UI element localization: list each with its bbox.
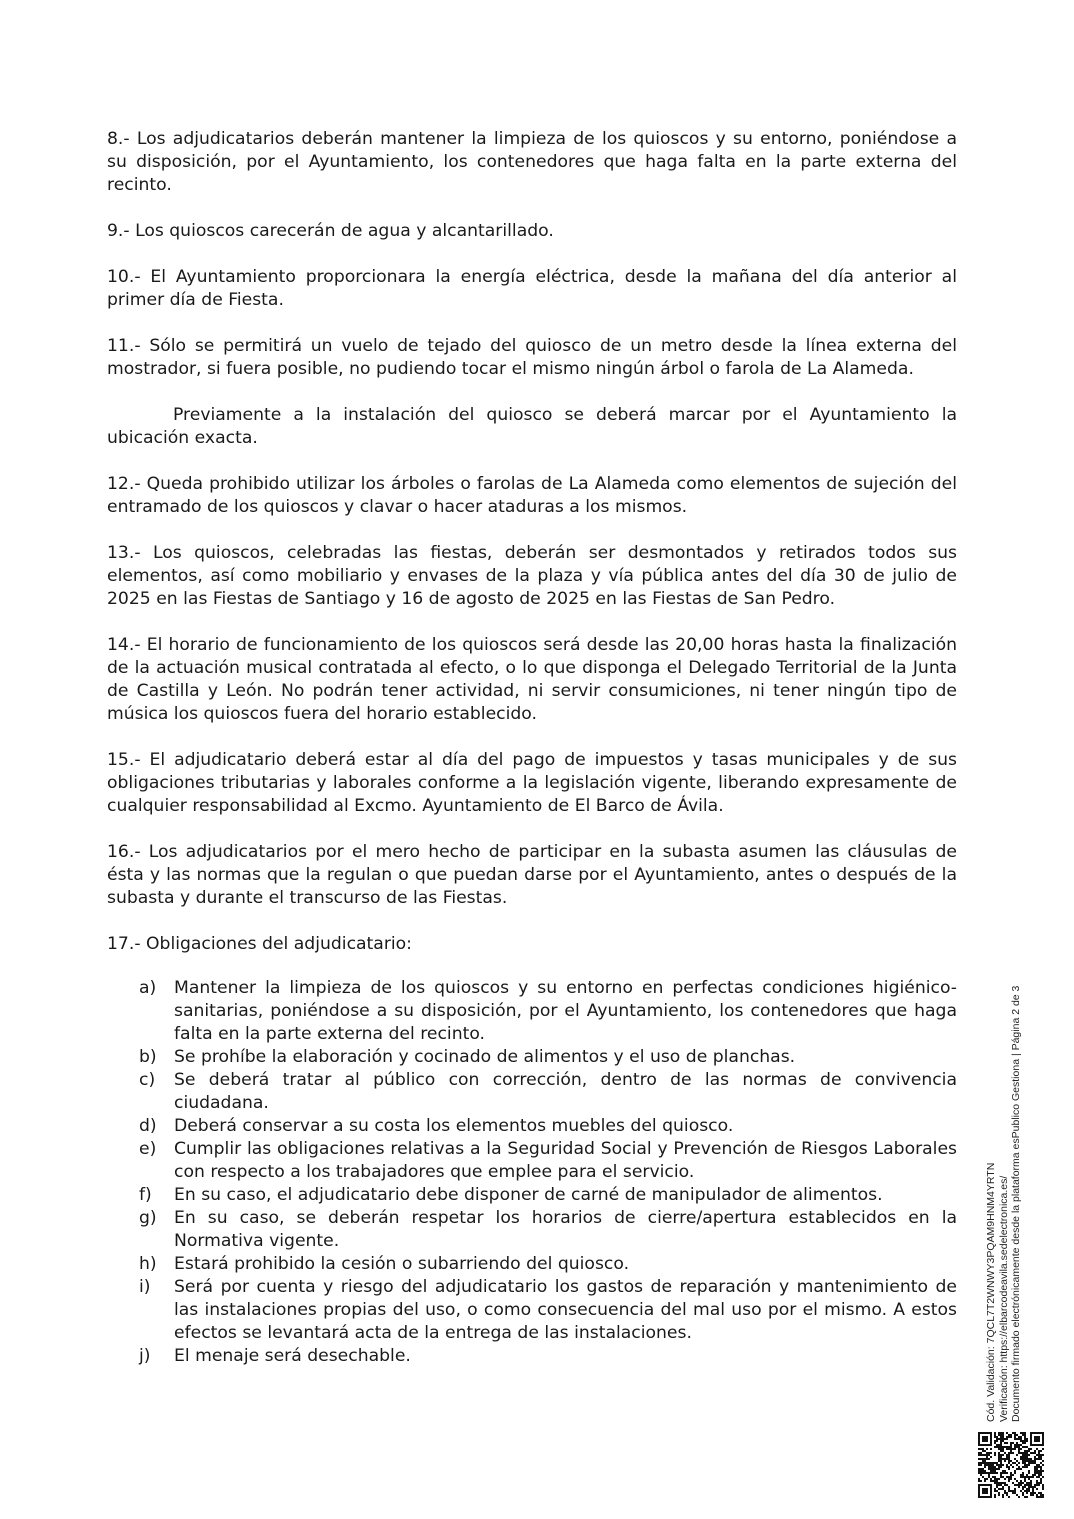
- list-item-letter: e): [139, 1139, 157, 1159]
- list-item: [139, 1345, 957, 1368]
- list-item-text: Mantener la limpieza de los quioscos y su entorno en perfectas condiciones higiénico-sanitarias, poniéndose a su disposición, por el Ayuntamiento, los contenedores que haga falta en la parte externa del recinto.: [174, 978, 957, 1044]
- clause-8: 8.- Los adjudicatarios deberán mantener la limpieza de los quioscos y su entorno, poniéndose a su disposición, por el Ayuntamiento, los contenedores que haga falta en la parte externa del recinto.: [107, 129, 957, 195]
- list-item: [139, 1069, 957, 1115]
- clause-11: 11.- Sólo se permitirá un vuelo de tejado del quiosco de un metro desde la línea externa del mostrador, si fuera posible, no pudiendo tocar el mismo ningún árbol o farola de La Alameda.: [107, 336, 957, 379]
- list-item-letter: b): [139, 1047, 157, 1067]
- list-item-letter: a): [139, 978, 157, 998]
- validation-code: Cód. Validación: 7QCL7T2WNWY3PQAM9HNM4YRTN: [985, 1162, 997, 1422]
- obligations-list: [107, 977, 957, 1368]
- verification-stamp: [985, 942, 1023, 1422]
- list-item: [139, 1276, 957, 1345]
- verification-link[interactable]: Verificación: https://elbarcodeavila.sedelectronica.es/: [997, 1175, 1010, 1422]
- list-item-text: En su caso, se deberán respetar los horarios de cierre/apertura establecidos en la Normativa vigente.: [174, 1208, 957, 1251]
- list-item: [139, 977, 957, 1046]
- list-item-letter: f): [139, 1185, 152, 1205]
- document-body: [107, 128, 957, 1368]
- list-item-text: Se prohíbe la elaboración y cocinado de alimentos y el uso de planchas.: [174, 1047, 796, 1067]
- clause-10: 10.- El Ayuntamiento proporcionara la energía eléctrica, desde la mañana del día anterior al primer día de Fiesta.: [107, 267, 957, 310]
- qr-code-icon: [978, 1432, 1044, 1498]
- list-item-letter: c): [139, 1070, 156, 1090]
- list-item-letter: j): [139, 1346, 151, 1366]
- list-item-text: Será por cuenta y riesgo del adjudicatario los gastos de reparación y mantenimiento de las instalaciones propias del uso, o como consecuencia del mal uso por el mismo. A estos efectos se levantará acta de la entrega de las instalaciones.: [174, 1277, 957, 1343]
- clause-14: 14.- El horario de funcionamiento de los quioscos será desde las 20,00 horas hasta la finalización de la actuación musical contratada al efecto, o lo que disponga el Delegado Territorial de la Junta de Castilla y León. No podrán tener actividad, ni servir consumiciones, ni tener ningún tipo de música los quioscos fuera del horario establecido.: [107, 635, 957, 724]
- list-item-text: El menaje será desechable.: [174, 1346, 411, 1366]
- clause-13: 13.- Los quioscos, celebradas las fiestas, deberán ser desmontados y retirados todos sus elementos, así como mobiliario y envases de la plaza y vía pública antes del día 30 de julio de 2025 en las Fiestas de Santiago y 16 de agosto de 2025 en las Fiestas de San Pedro.: [107, 543, 957, 609]
- list-item-text: Deberá conservar a su costa los elementos muebles del quiosco.: [174, 1116, 734, 1136]
- signature-note: Documento firmado electrónicamente desde la plataforma esPublico Gestiona | Página 2 de 3: [1010, 985, 1022, 1422]
- list-item: [139, 1046, 957, 1069]
- clause-15: 15.- El adjudicatario deberá estar al día del pago de impuestos y tasas municipales y de sus obligaciones tributarias y laborales conforme a la legislación vigente, liberando expresamente de cualquier responsabilidad al Excmo. Ayuntamiento de El Barco de Ávila.: [107, 750, 957, 816]
- clause-12: 12.- Queda prohibido utilizar los árboles o farolas de La Alameda como elementos de sujeción del entramado de los quioscos y clavar o hacer ataduras a los mismos.: [107, 474, 957, 517]
- list-item-text: Cumplir las obligaciones relativas a la Seguridad Social y Prevención de Riesgos Laborales con respecto a los trabajadores que emplee para el servicio.: [174, 1139, 957, 1182]
- list-item: [139, 1253, 957, 1276]
- list-item-letter: g): [139, 1208, 157, 1228]
- list-item: [139, 1184, 957, 1207]
- clause-11-note: Previamente a la instalación del quiosco se deberá marcar por el Ayuntamiento la ubicación exacta.: [107, 405, 957, 448]
- list-item-letter: i): [139, 1277, 151, 1297]
- list-item: [139, 1115, 957, 1138]
- list-item-letter: h): [139, 1254, 157, 1274]
- list-item-letter: d): [139, 1116, 157, 1136]
- clause-17-title: 17.- Obligaciones del adjudicatario:: [107, 934, 412, 954]
- list-item-text: Estará prohibido la cesión o subarriendo del quiosco.: [174, 1254, 630, 1274]
- list-item: [139, 1207, 957, 1253]
- list-item-text: Se deberá tratar al público con corrección, dentro de las normas de convivencia ciudadana.: [174, 1070, 957, 1113]
- clause-16: 16.- Los adjudicatarios por el mero hecho de participar en la subasta asumen las cláusulas de ésta y las normas que la regulan o que puedan darse por el Ayuntamiento, antes o después de la subasta y durante el transcurso de las Fiestas.: [107, 842, 957, 908]
- list-item-text: En su caso, el adjudicatario debe disponer de carné de manipulador de alimentos.: [174, 1185, 883, 1205]
- list-item: [139, 1138, 957, 1184]
- clause-9: 9.- Los quioscos carecerán de agua y alcantarillado.: [107, 221, 554, 241]
